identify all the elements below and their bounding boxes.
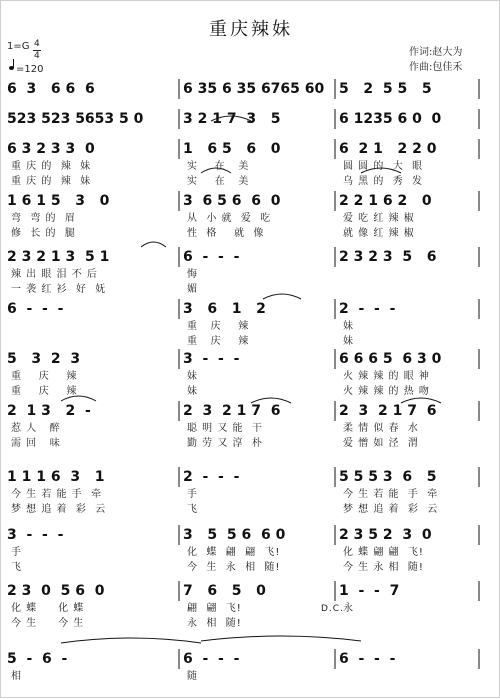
measure-notes: 2 2 1 6 2 0 xyxy=(339,193,432,209)
lyric-line: 随 xyxy=(187,671,198,682)
lyric-line: 实 在 美 xyxy=(187,161,250,172)
lyric-line: 飞 xyxy=(187,504,198,515)
lyric-line: 火 辣 辣 的 眼 神 xyxy=(343,371,430,382)
lyric-line: 勤 劳 又 淳 朴 xyxy=(187,438,263,449)
slur xyxy=(61,396,96,401)
measure-notes: 6 - - - xyxy=(183,249,240,265)
lyric-line: 性 格 就 像 xyxy=(187,228,265,239)
lyric-line: 今 生 永 相 随! xyxy=(187,562,281,573)
lyric-line: 永 xyxy=(343,603,354,614)
measure-notes: 6 - - - xyxy=(7,301,64,317)
lyric-line: 从 小 就 爱 吃 xyxy=(187,213,272,224)
lyric-line: 妹 xyxy=(343,321,354,332)
da-capo-mark: D.C. xyxy=(321,604,344,614)
lyric-line: 惹 人 醉 xyxy=(11,423,61,434)
lyric-line: 梦 想 追 着 彩 云 xyxy=(11,504,107,515)
measure-notes: 2 3 2 1 7 6 xyxy=(339,403,437,419)
measure-notes: 5 2 5 5 5 xyxy=(339,81,432,97)
lyric-line: 重 庆 辣 xyxy=(187,336,250,347)
key-signature: 1=G xyxy=(7,41,30,52)
measure-notes: 1 1 1 6 3 1 xyxy=(7,469,105,485)
lyric-line: 妹 xyxy=(187,386,198,397)
slur xyxy=(201,168,231,173)
measure-notes: 6 3 6 6 6 xyxy=(7,81,95,97)
lyric-line: 一 袭 红 衫 好 妩 xyxy=(11,284,107,295)
lyric-line: 妹 xyxy=(343,336,354,347)
measure-notes: 3 2 1 7 3 5 xyxy=(183,111,281,127)
lyric-line: 实 在 美 xyxy=(187,176,250,187)
slur xyxy=(251,398,291,403)
measure-notes: 6 1235 6 0 0 xyxy=(339,111,442,127)
meter-bottom: 4 xyxy=(34,51,40,61)
measure-notes: 2 3 2 1 7 6 xyxy=(183,403,281,419)
lyric-line: 化 蝶 翩 翩 飞! xyxy=(343,547,424,558)
lyric-line: 飞 xyxy=(11,562,22,573)
measure-notes: 5 5 5 3 6 5 xyxy=(339,469,437,485)
slurs-and-barlines xyxy=(1,1,500,699)
lyric-line: 手 xyxy=(187,489,198,500)
measure-notes: 2 3 5 2 3 0 xyxy=(339,527,432,543)
measure-notes: 6 3 2 3 3 0 xyxy=(7,141,95,157)
lyric-line: 乌 黑 的 秀 发 xyxy=(343,176,424,187)
lyric-line: 今 生 永 相 随! xyxy=(343,562,424,573)
lyric-line: 重 庆 辣 xyxy=(11,371,78,382)
measure-notes: 5 3 2 3 xyxy=(7,351,81,367)
lyric-line: 今 生 今 生 xyxy=(11,618,85,629)
measure-notes: 3 6 5 6 6 0 xyxy=(183,193,281,209)
lyric-line: 圆 圆 的 大 眼 xyxy=(343,161,424,172)
lyric-line: 手 xyxy=(11,547,22,558)
lyric-line: 化 蝶 翩 翩 飞! xyxy=(187,547,281,558)
measure-notes: 6 2 1 2 2 0 xyxy=(339,141,437,157)
page-title: 重庆辣妹 xyxy=(209,19,293,40)
lyric-line: 相 xyxy=(11,671,22,682)
lyric-line: 火 辣 辣 的 热 吻 xyxy=(343,386,430,397)
measure-notes: 3 6 1 2 xyxy=(183,301,266,317)
slur xyxy=(361,168,401,173)
meter-top: 4 xyxy=(34,39,40,49)
measure-notes: 1 6 5 6 0 xyxy=(183,141,281,157)
lyric-line: 翩 翩 飞! xyxy=(187,603,242,614)
lyric-line: 爱 憎 如 泾 渭 xyxy=(343,438,419,449)
measure-notes: 523 523 5653 5 0 xyxy=(7,111,144,127)
lyric-line: 弯 弯 的 眉 xyxy=(11,213,76,224)
lyric-line: 梦 想 追 着 彩 云 xyxy=(343,504,439,515)
slur xyxy=(263,294,301,299)
lyric-line: 悔 xyxy=(187,269,198,280)
lyric-line: 媚 xyxy=(187,284,198,295)
measure-notes: 2 1 3 2 - xyxy=(7,403,91,419)
tempo: =120 xyxy=(16,64,44,75)
slur xyxy=(201,636,361,641)
measure-notes: 2 3 2 3 5 6 xyxy=(339,249,437,265)
lyric-line: 辣 出 眼 泪 不 后 xyxy=(11,269,98,280)
measure-notes: 2 3 0 5 6 0 xyxy=(7,583,105,599)
slur xyxy=(141,242,166,247)
lyric-line: 重 庆 辣 xyxy=(187,321,250,332)
slur xyxy=(61,638,201,643)
measure-notes: 6 35 6 35 6765 60 xyxy=(183,81,325,97)
slur xyxy=(401,398,441,403)
lyric-line: 重 庆 辣 xyxy=(11,386,78,397)
lyric-line: 就 像 红 辣 椒 xyxy=(343,228,415,239)
measure-notes: 2 - - - xyxy=(339,301,396,317)
measure-notes: 1 6 1 5 3 0 xyxy=(7,193,110,209)
measure-notes: 3 - - - xyxy=(7,527,64,543)
lyric-line: 修 长 的 腿 xyxy=(11,228,76,239)
measure-notes: 6 - - - xyxy=(339,651,396,667)
slur xyxy=(211,116,251,121)
lyric-line: 永 相 随! xyxy=(187,618,242,629)
composer-credit: 作曲:包佳禾 xyxy=(409,62,463,73)
measure-notes: 2 - - - xyxy=(183,469,240,485)
measure-notes: 3 - - - xyxy=(183,351,240,367)
lyric-line: 今 生 若 能 手 牵 xyxy=(11,489,103,500)
measure-notes: 6 6 6 5 6 3 0 xyxy=(339,351,442,367)
lyric-line: 重 庆 的 辣 妹 xyxy=(11,176,92,187)
lyric-line: 需 回 味 xyxy=(11,438,61,449)
measure-notes: 7 6 5 0 xyxy=(183,583,266,599)
lyric-line: 今 生 若 能 手 牵 xyxy=(343,489,439,500)
measure-notes: 5 - 6 - xyxy=(7,651,68,667)
measure-notes: 2 3 2 1 3 5 1 xyxy=(7,249,110,265)
lyric-line: 柔 情 似 春 水 xyxy=(343,423,419,434)
lyricist-credit: 作词:赵大为 xyxy=(409,47,463,58)
measure-notes: 3 5 5 6 6 0 xyxy=(183,527,286,543)
lyric-line: 聪 明 又 能 干 xyxy=(187,423,263,434)
measure-notes: 1 - - 7 xyxy=(339,583,400,599)
lyric-line: 化 蝶 化 蝶 xyxy=(11,603,85,614)
measure-notes: 6 - - - xyxy=(183,651,240,667)
lyric-line: 重 庆 的 辣 妹 xyxy=(11,161,92,172)
lyric-line: 爱 吃 红 辣 椒 xyxy=(343,213,415,224)
lyric-line: 妹 xyxy=(187,371,198,382)
